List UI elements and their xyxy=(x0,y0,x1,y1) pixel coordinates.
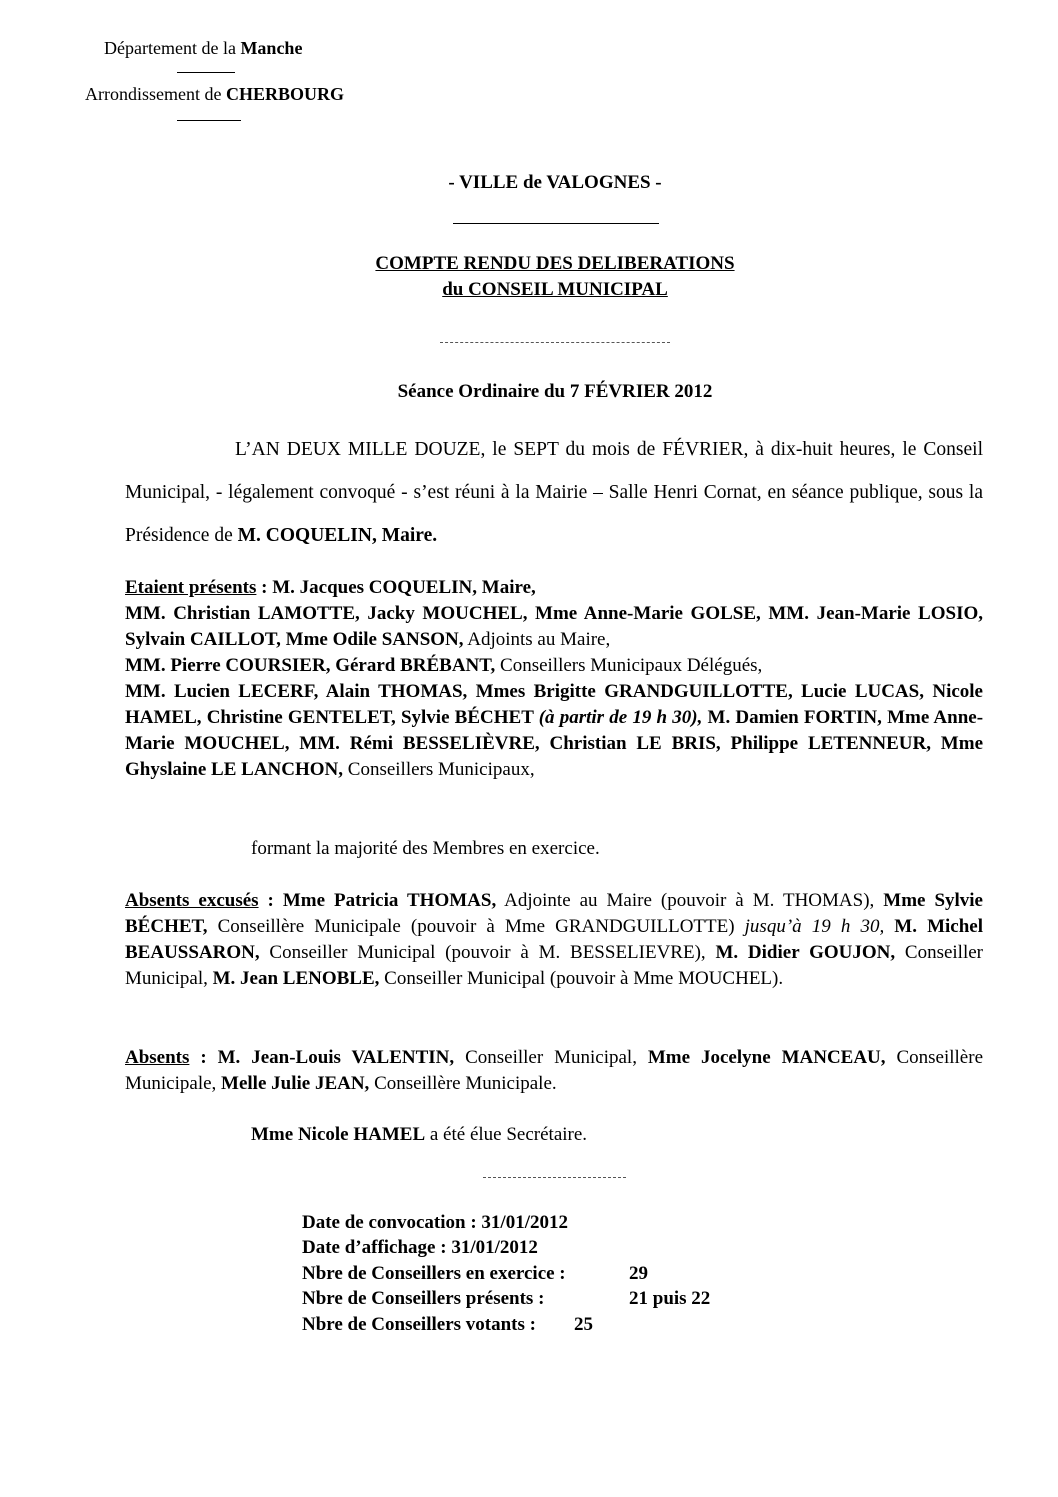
secretary-dashed-divider xyxy=(483,1177,626,1178)
summary-exercice: Nbre de Conseillers en exercice : 29 xyxy=(302,1263,648,1284)
presents-paragraph: Etaient présents : M. Jacques COQUELIN, Maire, MM. Christian LAMOTTE, Jacky MOUCHEL, Mme Anne-Marie GOLSE, MM. Jean-Marie LOSIO, Sylvain CAILLOT, Mme Odile SANSON, Adjoints au Maire, MM. Pierre COURSIER, Gérard BRÉBANT, Conseillers Municipaux Délégués, MM. Lucien LECERF, Alain THOMAS, Mmes Brigitte GRANDGUILLOTTE, Lucie LUCAS, Nicole HAMEL, Christine GENTELET, Sylvie BÉCHET (à partir de 19 h 30), M. Damien FORTIN, Mme Anne-Marie MOUCHEL, MM. Rémi BESSELIÈVRE, Christian LE BRIS, Philippe LETENNEUR, Mme Ghyslaine LE LANCHON, Conseillers Municipaux, xyxy=(125,577,984,780)
summary-votants: Nbre de Conseillers votants : 25 xyxy=(302,1314,593,1335)
summary-exercice-value: 29 xyxy=(629,1263,648,1284)
session-title: Séance Ordinaire du 7 FÉVRIER 2012 xyxy=(397,381,713,402)
title-dashed-divider xyxy=(440,342,670,343)
summary-presents-value: 21 puis 22 xyxy=(629,1288,711,1309)
intro-paragraph: L’AN DEUX MILLE DOUZE, le SEPT du mois de FÉVRIER, à dix-huit heures, le Conseil Municipal, - légalement convoqué - s’est réuni à la Mairie – Salle Henri Cornat, en séance publique, sous la Présidence de M. COQUELIN, Maire. xyxy=(125,439,983,546)
header-divider xyxy=(177,120,241,121)
summary-votants-value: 25 xyxy=(574,1314,593,1335)
majority-line: formant la majorité des Membres en exercice. xyxy=(251,838,600,859)
header-divider xyxy=(177,72,235,73)
absents-label: Absents xyxy=(125,1047,190,1068)
summary-convocation: Date de convocation : 31/01/2012 xyxy=(302,1212,568,1233)
presents-label: Etaient présents xyxy=(125,577,257,598)
title-divider xyxy=(453,223,659,224)
arrondissement-line: Arrondissement de CHERBOURG xyxy=(85,84,344,104)
document-title-line-2: du CONSEIL MUNICIPAL xyxy=(442,279,668,300)
document-title xyxy=(305,251,805,303)
departement-line: Département de la Manche xyxy=(104,38,303,58)
secretary-line: Mme Nicole HAMEL a été élue Secrétaire. xyxy=(251,1124,588,1145)
document-title-line-1: COMPTE RENDU DES DELIBERATIONS xyxy=(375,253,735,274)
city-title: - VILLE de VALOGNES - xyxy=(448,172,662,193)
summary-presents: Nbre de Conseillers présents : 21 puis 22 xyxy=(302,1288,711,1309)
excuses-label: Absents excusés xyxy=(125,890,259,911)
summary-affichage: Date d’affichage : 31/01/2012 xyxy=(302,1237,538,1258)
absents-paragraph: Absents : M. Jean-Louis VALENTIN, Conseiller Municipal, Mme Jocelyne MANCEAU, Conseillère Municipale, Melle Julie JEAN, Conseillère Municipale. xyxy=(125,1047,984,1094)
excuses-paragraph: Absents excusés : Mme Patricia THOMAS, Adjointe au Maire (pouvoir à M. THOMAS), Mme Sylvie BÉCHET, Conseillère Municipale (pouvoir à Mme GRANDGUILLOTTE) jusqu’à 19 h 30, M. Michel BEAUSSARON, Conseiller Municipal (pouvoir à M. BESSELIEVRE), M. Didier GOUJON, Conseiller Municipal, M. Jean LENOBLE, Conseiller Municipal (pouvoir à Mme MOUCHEL). xyxy=(125,890,984,989)
